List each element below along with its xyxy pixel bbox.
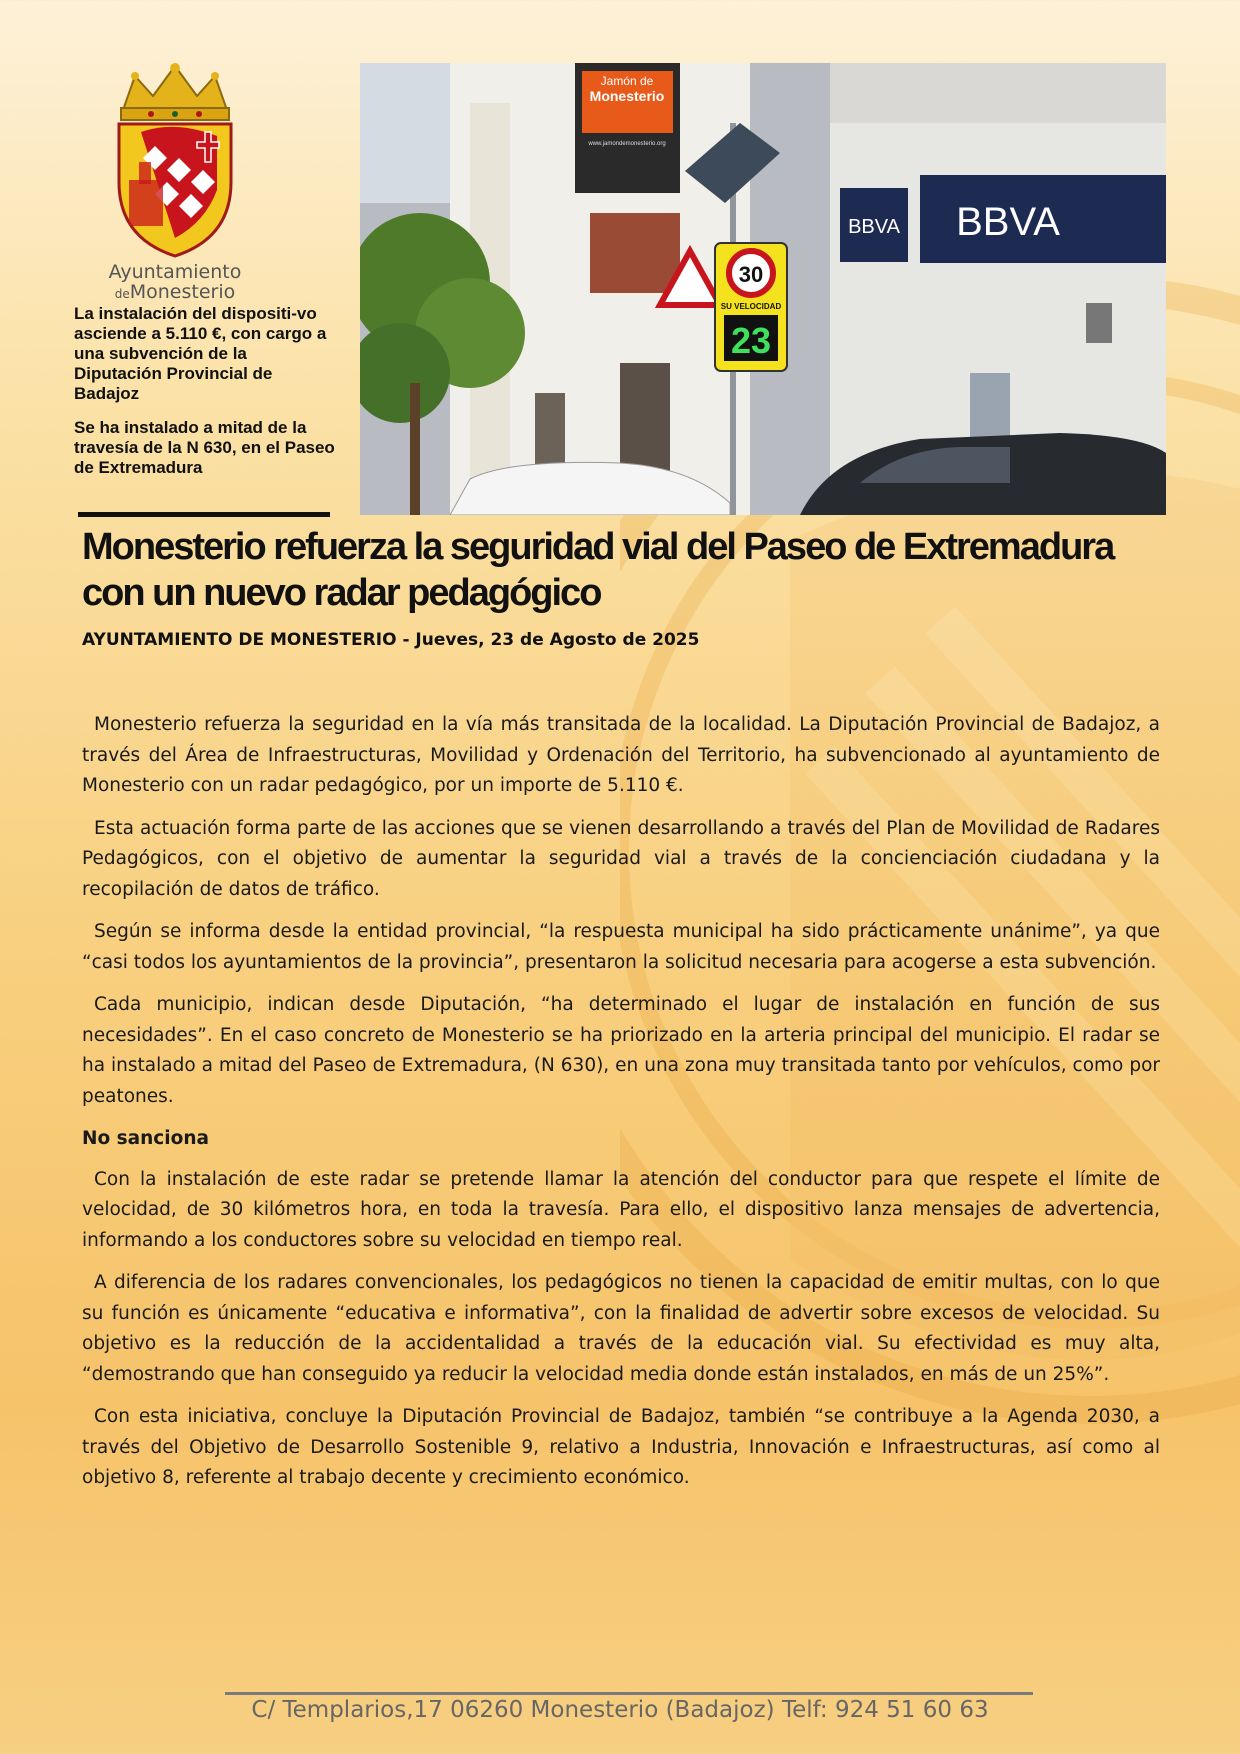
article-subheading: No sanciona	[82, 1128, 209, 1149]
article-byline: AYUNTAMIENTO DE MONESTERIO - Jueves, 23 de Agosto de 2025	[82, 630, 700, 650]
radar-speed-display: 23	[730, 320, 772, 361]
article-paragraph: Monesterio refuerza la seguridad en la vía más transitada de la localidad. La Diputación Provincial de Badajoz, a través del Área de Infraestructuras, Movilidad y Ordenación del Territorio, ha subvencionado al ayuntamiento de Monesterio con un radar pedagógico, por un importe de 5.110 €.	[82, 714, 1160, 796]
coat-of-arms-icon	[105, 62, 245, 258]
bbva-sign-small: BBVA	[848, 216, 900, 238]
footer-rule	[225, 1692, 1033, 1695]
sign-label: SU VELOCIDAD	[720, 302, 782, 311]
speed-limit-text: 30	[738, 262, 764, 287]
bbva-sign-large: BBVA	[956, 200, 1060, 244]
footer-address: C/ Templarios,17 06260 Monesterio (Badajoz) Telf: 924 51 60 63	[251, 1697, 989, 1723]
article-paragraph: Esta actuación forma parte de las acciones que se vienen desarrollando a través del Plan de Movilidad de Radares Pedagógicos, con el objetivo de aumentar la seguridad vial a través de la concienciación ciudadana y la recopilación de datos de tráfico.	[82, 817, 1160, 900]
article-headline: Monesterio refuerza la seguridad vial del Paseo de Extremadura con un nuevo radar pedagógico	[82, 526, 1114, 614]
side-note: Se ha instalado a mitad de la travesía de la N 630, en el Paseo de Extremadura	[74, 418, 335, 477]
logo-line-monesterio	[100, 282, 250, 304]
article-paragraph: Con esta iniciativa, concluye la Diputación Provincial de Badajoz, también “se contribuye a la Agenda 2030, a través del Objetivo de Desarrollo Sostenible 9, relativo a Industria, Innovación e Infraestructuras, así como al objetivo 8, referente al trabajo decente y crecimiento económico.	[82, 1406, 1160, 1488]
street-photo	[360, 63, 1166, 515]
article-paragraph: Cada municipio, indican desde Diputación, “ha determinado el lugar de instalación en función de sus necesidades”. En el caso concreto de Monesterio se ha priorizado en la arteria principal del municipio. El radar se ha instalado a mitad del Paseo de Extremadura, (N 630), en una zona muy transitada tanto por vehículos, como por peatones.	[82, 994, 1160, 1107]
banner-text-line1: Jamón de	[600, 74, 654, 88]
title-rule	[78, 512, 330, 517]
logo-town-name: Monesterio	[129, 281, 236, 303]
municipality-logo	[100, 62, 250, 304]
article-body	[82, 710, 1160, 1506]
logo-line-ayuntamiento: Ayuntamiento	[108, 261, 242, 283]
logo-prefix: de	[114, 287, 130, 301]
side-note: La instalación del dispositi-vo asciende a 5.110 €, con cargo a una subvención de la Diputación Provincial de Badajoz	[74, 304, 327, 403]
article-paragraph: Con la instalación de este radar se pretende llamar la atención del conductor para que respete el límite de velocidad, de 30 kilómetros hora, en toda la travesía. Para ello, el dispositivo lanza mensajes de advertencia, informando a los conductores sobre su velocidad en tiempo real.	[82, 1168, 1160, 1251]
article-paragraph: Según se informa desde la entidad provincial, “la respuesta municipal ha sido prácticamente unánime”, ya que “casi todos los ayuntamientos de la provincia”, presentaron la solicitud necesaria para acogerse a esta subvención.	[82, 921, 1160, 973]
side-notes	[74, 304, 336, 492]
banner-text-line2: Monesterio	[589, 88, 665, 104]
article-paragraph: A diferencia de los radares convencionales, los pedagógicos no tienen la capacidad de emitir multas, con lo que su función es únicamente “educativa e informativa”, con la finalidad de advertir sobre excesos de velocidad. Su objetivo es la reducción de la accidentalidad a través de la educación vial. Su efectividad es muy alta, “demostrando que han conseguido ya reducir la velocidad media donde están instalados, en más de un 25%”.	[82, 1272, 1160, 1385]
banner-url: www.jamondemonesterio.org	[588, 141, 666, 147]
